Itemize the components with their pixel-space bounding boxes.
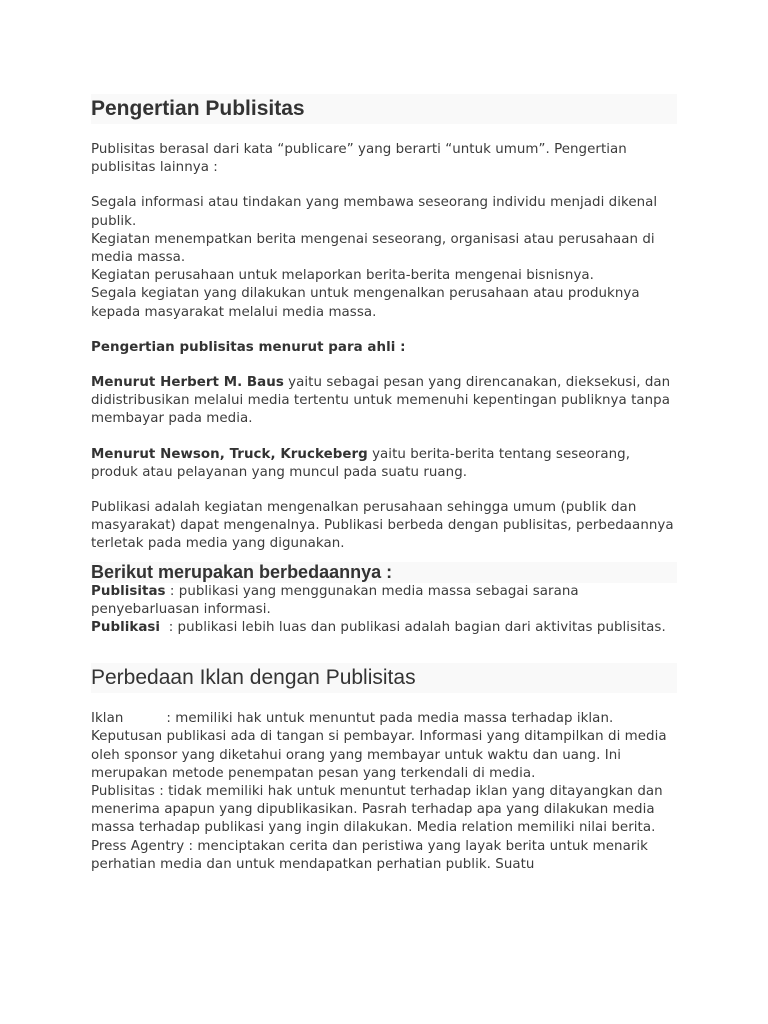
experts-heading-paragraph [91, 339, 681, 357]
definition-item: Segala kegiatan yang dilakukan untuk mengenalkan perusahaan atau produknya kepada masyarakat melalui media massa. [91, 286, 640, 320]
expert-definition: yaitu sebagai pesan yang direncanakan, dieksekusi, dan didistribusikan melalui media tertentu untuk memenuhi kepentingan publiknya tanpa membayar pada media. [91, 375, 671, 427]
document-content [91, 94, 681, 874]
difference-text: : publikasi yang menggunakan media massa sebagai sarana penyebarluasan informasi. [91, 583, 579, 617]
definition-item: Segala informasi atau tindakan yang membawa seseorang individu menjadi dikenal publik. [91, 195, 658, 229]
definition-item: Kegiatan perusahaan untuk melaporkan berita-berita mengenai bisnisnya. [91, 268, 594, 284]
expert-paragraph-newson [91, 446, 681, 482]
definition-item: Kegiatan menempatkan berita mengenai seseorang, organisasi atau perusahaan di media massa. [91, 231, 655, 266]
definitions-list [91, 194, 681, 321]
difference-label: Publisitas [91, 583, 166, 599]
publisitas-paragraph: Publisitas : tidak memiliki hak untuk menuntut terhadap iklan yang ditayangkan dan menerima apapun yang dipublikasikan. Pasrah terhadap apa yang dilakukan media massa terhadap publikasi yang ingin dilakukan. Media relation memiliki nilai berita. [91, 784, 663, 836]
differences-title: Berikut merupakan berbedaannya : [91, 562, 677, 583]
press-agentry-paragraph: Press Agentry : menciptakan cerita dan peristiwa yang layak berita untuk menarik perhatian media dan untuk mendapatkan perhatian publik. Suatu [91, 838, 648, 872]
section-title-perbedaan-iklan: Perbedaan Iklan dengan Publisitas [91, 663, 677, 693]
experts-heading: Pengertian publisitas menurut para ahli : [91, 339, 406, 355]
difference-label: Publikasi [91, 620, 161, 636]
intro-paragraph: Publisitas berasal dari kata “publicare” yang berarti “untuk umum”. Pengertian publisitas lainnya : [91, 142, 627, 176]
publikasi-paragraph: Publikasi adalah kegiatan mengenalkan perusahaan sehingga umum (publik dan masyarakat) dapat mengenalnya. Publikasi berbeda dengan publisitas, perbedaannya terletak pada media yang digunakan. [91, 500, 674, 552]
expert-name: Menurut Newson, Truck, Kruckeberg [91, 446, 368, 462]
expert-definition: yaitu berita-berita tentang seseorang, produk atau pelayanan yang muncul pada suatu ruang. [91, 446, 630, 480]
difference-publikasi [91, 619, 681, 637]
section-title-pengertian-publisitas: Pengertian Publisitas [91, 94, 677, 124]
expert-name: Menurut Herbert M. Baus [91, 375, 284, 391]
iklan-paragraph: Iklan : memiliki hak untuk menuntut pada media massa terhadap iklan. Keputusan publikasi ada di tangan si pembayar. Informasi yang ditampilkan di media oleh sponsor yang diketahui orang yang membayar untuk waktu dan uang. Ini merupakan metode penempatan pesan yang terkendali di media. [91, 711, 671, 781]
expert-paragraph-baus [91, 374, 681, 429]
difference-text: : publikasi lebih luas dan publikasi adalah bagian dari aktivitas publisitas. [160, 620, 666, 636]
difference-publisitas [91, 583, 681, 619]
